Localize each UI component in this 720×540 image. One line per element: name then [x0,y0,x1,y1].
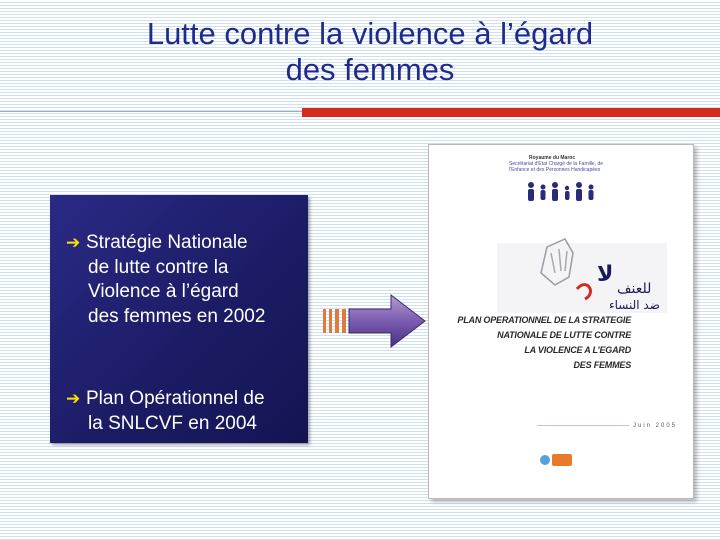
arrow-right-icon: ➔ [66,233,81,252]
document-title-line-3: LA VIOLENCE A L’EGARD [524,345,631,355]
title-divider-line [0,111,302,112]
document-title-line-4: DES FEMMES [573,360,631,370]
bullet-1-line-1: Stratégie Nationale [86,232,248,253]
bullet-2-line-2: la SNLCVF en 2004 [88,412,257,434]
bullet-2-line-1: Plan Opérationnel de [86,388,265,409]
document-title-line-1: PLAN OPERATIONNEL DE LA STRATEGIE [457,315,631,325]
bullet-item-plan [66,387,265,436]
bullet-box [50,195,308,443]
bullet-1-line-2: de lutte contre la [88,256,229,278]
document-header [509,155,603,173]
document-header-line-1: Royaume du Maroc [529,155,576,161]
document-cover-image [428,144,694,499]
accent-bar [302,108,720,117]
document-date: Juin 2005 [633,423,678,429]
bullet-1-line-4: des femmes en 2002 [88,305,266,327]
bullet-1-line-3: Violence à l’égard [88,281,239,302]
slide-title-line-1: Lutte contre la violence à l’égard [146,16,594,51]
document-header-line-3: l'Enfance et des Personnes Handicapées [509,167,601,173]
document-title [435,313,631,373]
document-title-line-2: NATIONALE DE LUTTE CONTRE [497,330,631,340]
campaign-logo-icon [497,233,667,323]
unfpa-logo-icon [539,451,573,469]
slide-title-line-2: des femmes [285,52,455,87]
family-figures-icon [523,181,603,203]
bullet-item-strategy [66,231,265,329]
svg-text:لا: لا [597,262,614,287]
big-arrow-icon [323,293,427,349]
document-header-line-2: Secrétariat d'Etat Chargé de la Famille, de [509,161,604,167]
arrow-right-icon: ➔ [66,389,81,408]
document-divider-line [537,425,629,426]
slide-title [60,16,680,88]
svg-text:ضد النساء: ضد النساء [609,298,660,312]
svg-text:للعنف: للعنف [617,281,652,297]
